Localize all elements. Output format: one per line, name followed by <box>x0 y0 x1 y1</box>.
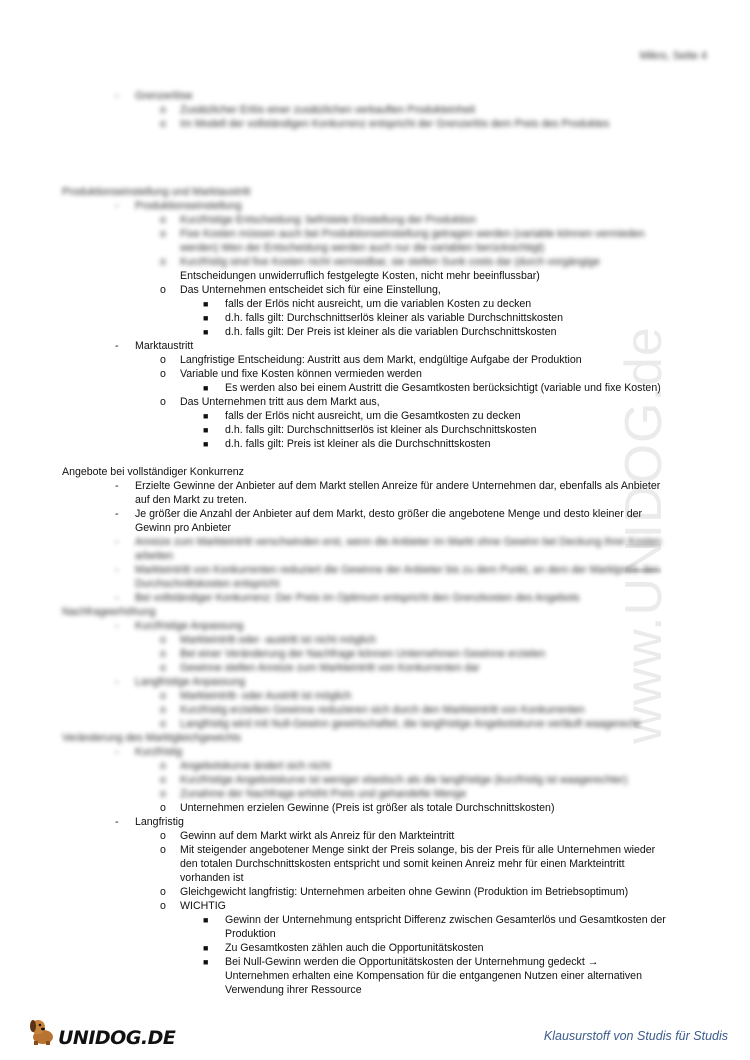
text-line: Markteintritt oder -austritt ist nicht möglich <box>180 634 377 646</box>
text-line: Kurzfristige Angebotskurve ist weniger elastisch als die langfristige (kurzfristig ist waagerechter) <box>180 774 628 786</box>
text-line: Kurzfristige Entscheidung: befristete Einstellung der Produktion <box>180 214 477 226</box>
text-line: Langfristig wird mit Null-Gewinn gewirtschaftet, die langfristige Angebotskurve verläuft waagerecht <box>180 718 640 730</box>
text-line: Angebotskurve ändert sich nicht <box>180 760 331 772</box>
list-item: Gewinn pro Anbieter <box>135 522 231 534</box>
watermark: www.UNIDOG.de <box>615 326 674 744</box>
list-item: WICHTIG <box>180 900 226 912</box>
list-heading: Marktaustritt <box>135 340 194 352</box>
text-line: Fixe Kosten müssen auch bei Produktionseinstellung getragen werden (variable können vermieden <box>180 228 645 240</box>
footer-tagline: Klausurstoff von Studis für Studis <box>543 1029 728 1043</box>
list-item: Gewinn auf dem Markt wirkt als Anreiz für den Markteintritt <box>180 830 455 842</box>
text-line: Gewinne stellen Anreize zum Markteintritt von Konkurrenten dar <box>180 662 480 674</box>
list-item: Zu Gesamtkosten zählen auch die Opportunitätskosten <box>225 942 484 954</box>
list-item: d.h. falls gilt: Durchschnittserlös kleiner als variable Durchschnittskosten <box>225 312 563 324</box>
section-heading: Angebote bei vollständiger Konkurrenz <box>62 466 244 478</box>
list-item: d.h. falls gilt: Durchschnittserlös ist kleiner als Durchschnittskosten <box>225 424 537 436</box>
text-line: Kurzfristig sind fixe Kosten nicht vermeidbar, sie stellen Sunk costs dar (durch vorgängige <box>180 256 600 268</box>
text-line: Kurzfristig erzielten Gewinne reduzieren sich durch den Markteintritt von Konkurrenten <box>180 704 585 716</box>
text-line: Langfristige Anpassung <box>135 676 246 688</box>
text-line: Durchschnittskosten entspricht <box>135 578 280 590</box>
list-item: Gewinn der Unternehmung entspricht Differenz zwischen Gesamterlös und Gesamtkosten der <box>225 914 666 926</box>
text-line: werden) Wen der Entscheidung werden auch nur die variablen berücksichtigt) <box>180 242 545 254</box>
text-line: Im Modell der vollständigen Konkurrenz entspricht der Grenzerlös dem Preis des Produktes <box>180 118 610 130</box>
logo-text: UNIDOG.DE <box>58 1027 176 1050</box>
text-line: Bei einer Veränderung der Nachfrage können Unternehmen Gewinne erzielen <box>180 648 546 660</box>
page-header: Mikro, Seite 4 <box>639 50 707 62</box>
list-item: Je größer die Anzahl der Anbieter auf dem Markt, desto größer die angebotene Menge und desto kleiner der <box>135 508 643 520</box>
text-line: Markteintritt- oder Austritt ist möglich <box>180 690 352 702</box>
list-item: Es werden also bei einem Austritt die Gesamtkosten berücksichtigt (variable und fixe Kosten) <box>225 382 661 394</box>
list-item: falls der Erlös nicht ausreicht, um die Gesamtkosten zu decken <box>225 410 521 422</box>
list-item: den totalen Durchschnittskosten entspricht und somit keinen Anreiz mehr für einen Markteintritt <box>180 858 625 870</box>
dog-mascot-icon <box>28 1016 56 1046</box>
list-item: Unternehmen erzielen Gewinne (Preis ist größer als totale Durchschnittskosten) <box>180 802 555 814</box>
list-heading: Langfristig <box>135 816 184 828</box>
list-item: falls der Erlös nicht ausreicht, um die variablen Kosten zu decken <box>225 298 532 310</box>
text-line: Anreize zum Markteintritt verschwinden erst, wenn die Anbieter im Markt ohne Gewinn bei Deckung ihrer Kosten <box>135 536 662 548</box>
list-item: Gleichgewicht langfristig: Unternehmen arbeiten ohne Gewinn (Produktion im Betriebsoptimum) <box>180 886 629 898</box>
text-line: Zunahme der Nachfrage erhöht Preis und gehandelte Menge <box>180 788 467 800</box>
text-line: Entscheidungen unwiderruflich festgelegte Kosten, nicht mehr beeinflussbar) <box>180 270 540 282</box>
list-item: Mit steigender angebotener Menge sinkt der Preis solange, bis der Preis für alle Unternehmen wieder <box>180 844 656 856</box>
list-item: d.h. falls gilt: Der Preis ist kleiner als die variablen Durchschnittskosten <box>225 326 557 338</box>
section-heading: Produktionseinstellung und Marktaustritt <box>62 186 251 198</box>
list-item: Das Unternehmen tritt aus dem Markt aus, <box>180 396 380 408</box>
list-item: auf den Markt zu treten. <box>135 494 247 506</box>
list-item: Erzielte Gewinne der Anbieter auf dem Markt stellen Anreize für andere Unternehmen dar, ebenfalls als Anbieter <box>135 480 661 492</box>
unidog-logo[interactable] <box>28 1016 176 1050</box>
text-line: Markteintritt von Konkurrenten reduziert die Gewinne der Anbieter bis zu dem Punkt, an dem der Marktpreis den <box>135 564 660 576</box>
list-item: Verwendung ihrer Ressource <box>225 984 362 996</box>
list-item: d.h. falls gilt: Preis ist kleiner als die Durchschnittskosten <box>225 438 491 450</box>
list-item: Produktion <box>225 928 276 940</box>
text-line: Veränderung des Marktgleichgewichts <box>62 732 242 744</box>
list-item: Bei Null-Gewinn werden die Opportunitätskosten der Unternehmung gedeckt → <box>225 956 599 968</box>
text-line: Produktionseinstellung <box>135 200 242 212</box>
text-line: Kurzfristige Anpassung <box>135 620 244 632</box>
text-line: Kurzfristig <box>135 746 183 758</box>
text-line: arbeiten <box>135 550 174 562</box>
list-item: Langfristige Entscheidung: Austritt aus dem Markt, endgültige Aufgabe der Produktion <box>180 354 582 366</box>
list-item: Unternehmen erhalten eine Kompensation für die entgangenen Nutzen einer alternativen <box>225 970 642 982</box>
list-item: vorhanden ist <box>180 872 244 884</box>
text-line: Bei vollständiger Konkurrenz: Der Preis im Optimum entspricht den Grenzkosten des Angebots <box>135 592 580 604</box>
text-line: Grenzerlöse <box>135 90 193 102</box>
list-item: Das Unternehmen entscheidet sich für eine Einstellung, <box>180 284 441 296</box>
text-line: Zusätzlicher Erlös einer zusätzlichen verkauften Produkteinheit <box>180 104 476 116</box>
text-line: Nachfrageerhöhung <box>62 606 156 618</box>
list-item: Variable und fixe Kosten können vermieden werden <box>180 368 422 380</box>
